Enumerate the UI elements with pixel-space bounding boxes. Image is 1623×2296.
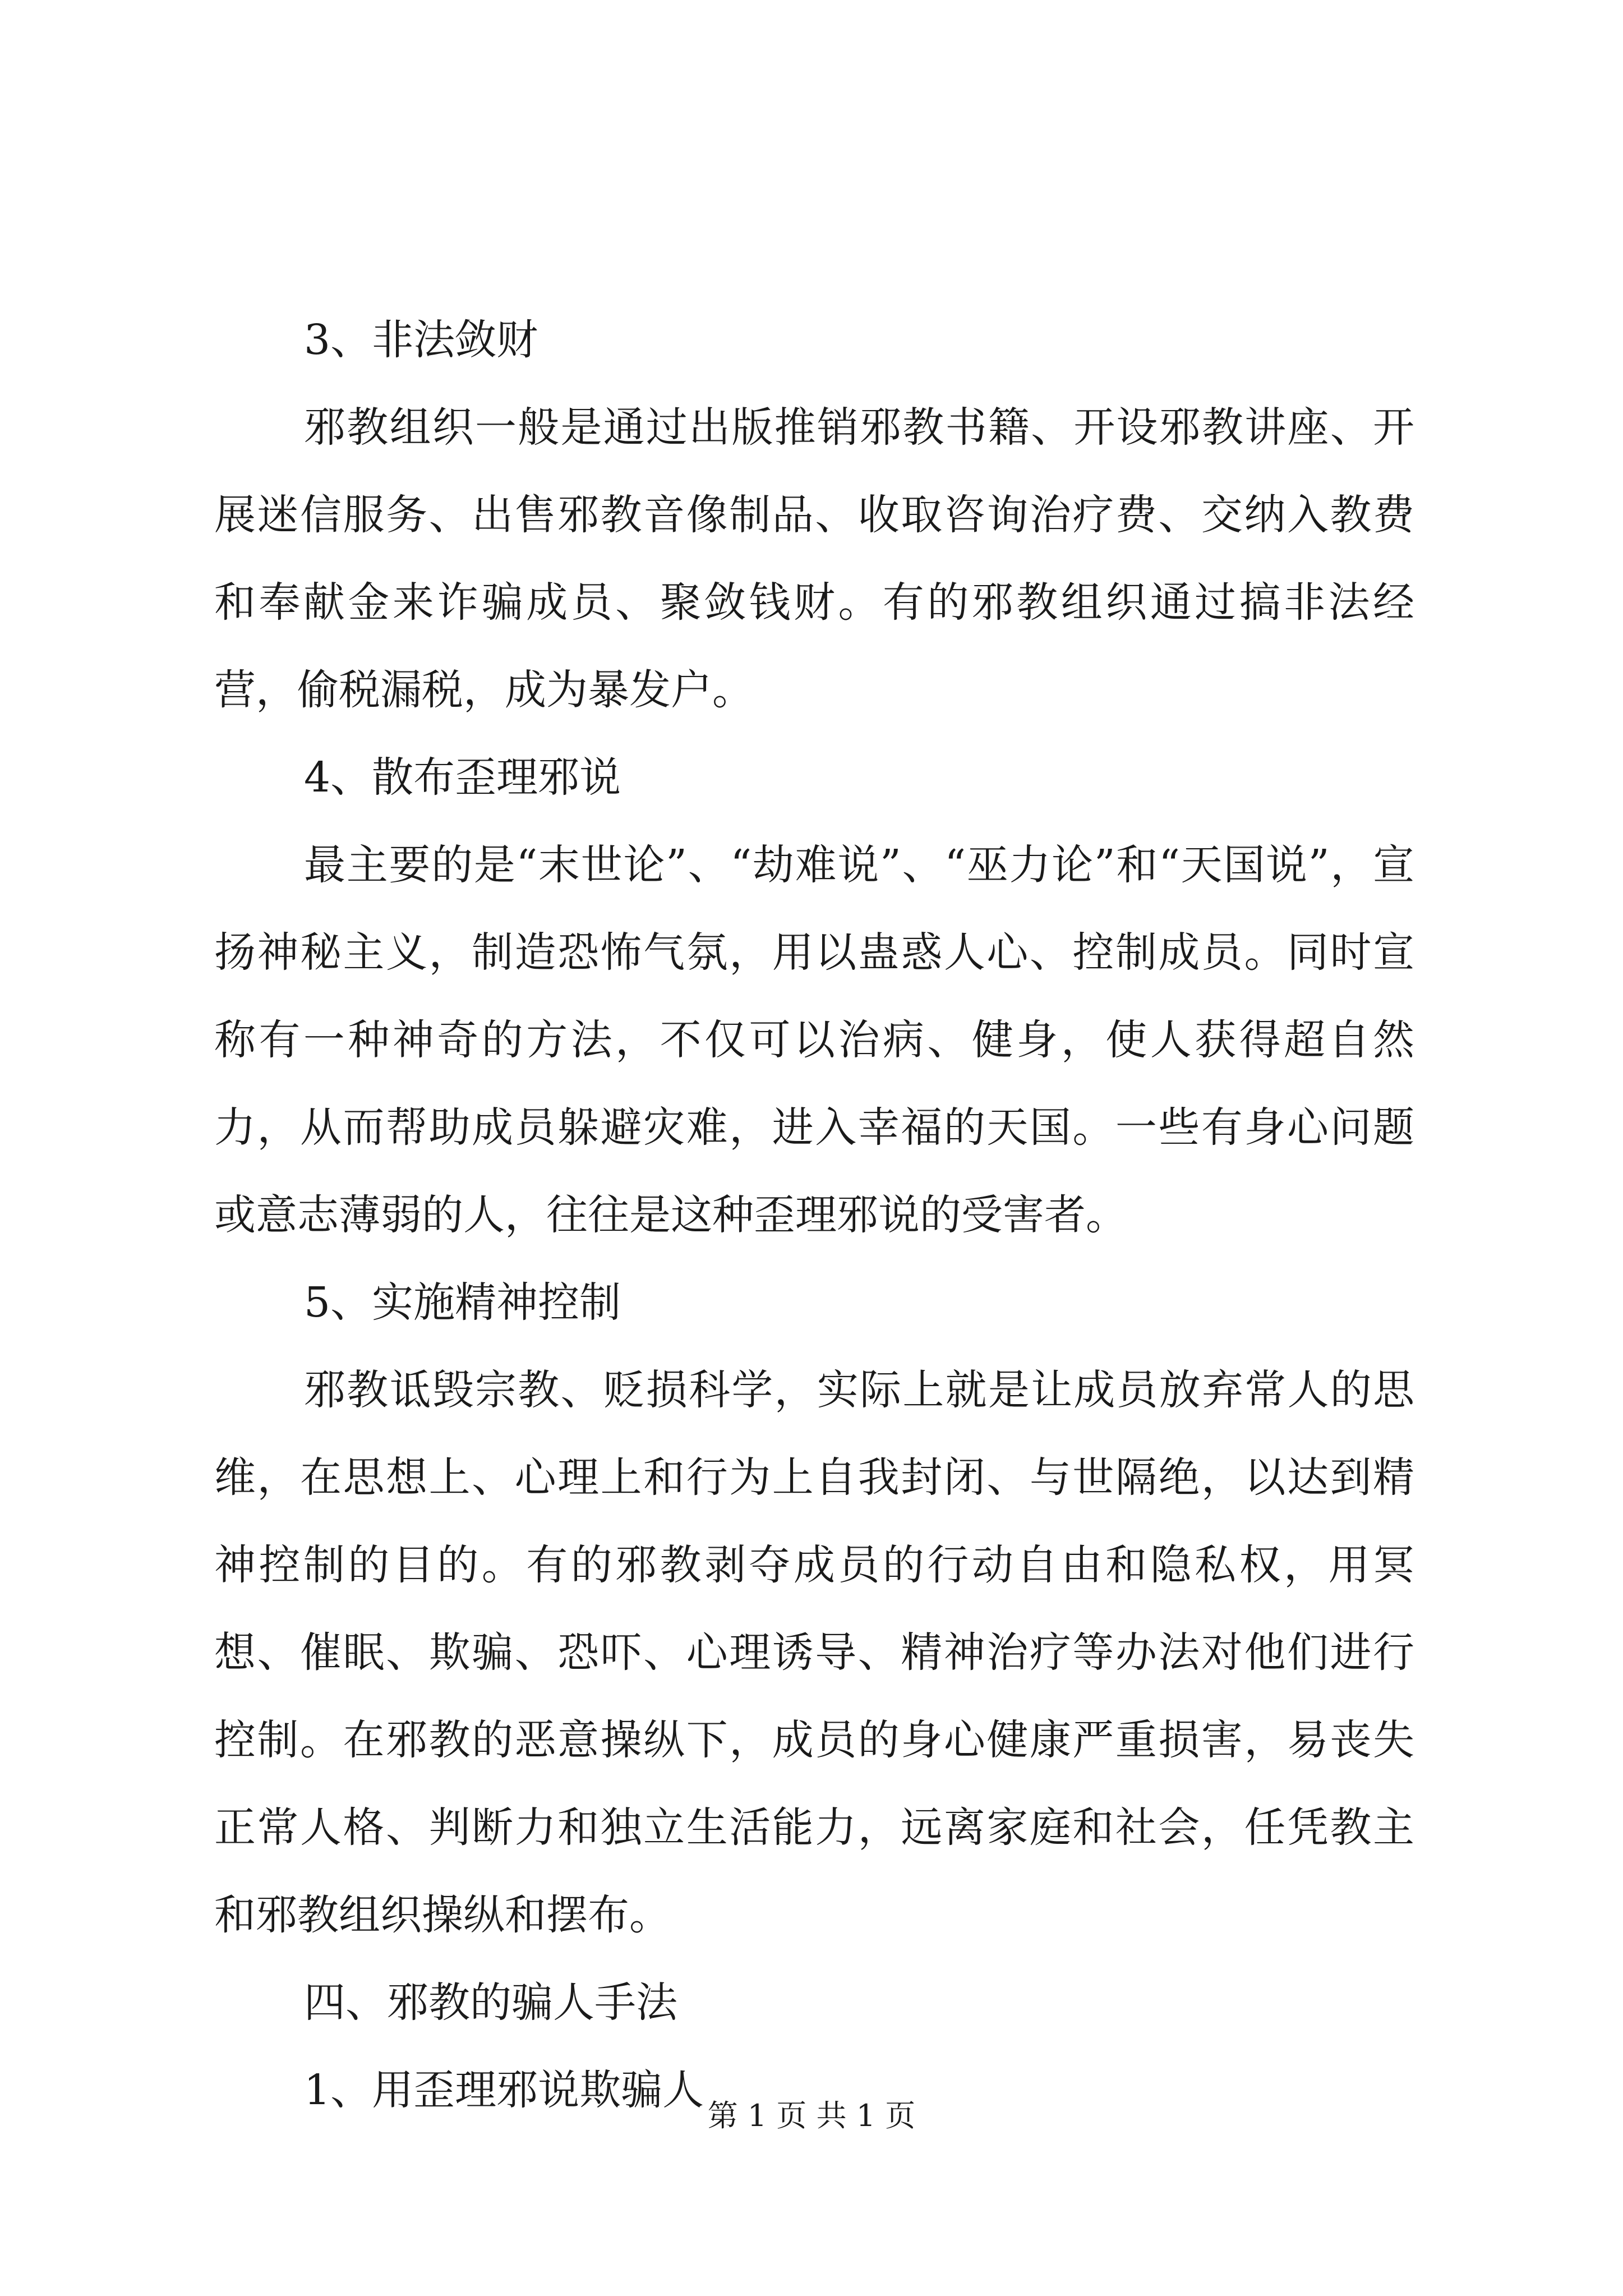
section-heading-mind-control: 5、实施精神控制 — [304, 1278, 621, 1327]
paragraph-spreading-fallacies: 最主要的是“末世论”、“劫难说”、“巫力论”和“天国说”，宣扬神秘主义，制造恐怖气氛，用以蛊惑人心、控制成员。同时宣称有一种神奇的方法，不仅可以治病、健身，使人获得超自然力，从而帮助成员躲避灾难，进入幸福的天国。一些有身心问题或意志薄弱的人，往往是这种歪理邪说的受害者。 — [214, 841, 1414, 1239]
section-heading-spreading-fallacies: 4、散布歪理邪说 — [304, 753, 621, 802]
page-number-label: 第 1 页 共 1 页 — [707, 2098, 916, 2133]
section-heading-illegal-fundraising: 3、非法敛财 — [304, 316, 538, 364]
document-body — [214, 296, 1414, 2134]
section-heading-deceive-with-fallacies: 1、用歪理邪说欺骗人 — [304, 2066, 704, 2114]
paragraph-mind-control: 邪教诋毁宗教、贬损科学，实际上就是让成员放弃常人的思维，在思想上、心理上和行为上自我封闭、与世隔绝，以达到精神控制的目的。有的邪教剥夺成员的行动自由和隐私权，用冥想、催眠、欺骗、恐吓、心理诱导、精神治疗等办法对他们进行控制。在邪教的恶意操纵下，成员的身心健康严重损害，易丧失正常人格、判断力和独立生活能力，远离家庭和社会，任凭教主和邪教组织操纵和摆布。 — [214, 1366, 1414, 1939]
page-footer — [0, 2093, 1623, 2138]
chapter-heading-deception-methods: 四、邪教的骗人手法 — [304, 1978, 677, 2027]
paragraph-illegal-fundraising: 邪教组织一般是通过出版推销邪教书籍、开设邪教讲座、开展迷信服务、出售邪教音像制品、收取咨询治疗费、交纳入教费和奉献金来诈骗成员、聚敛钱财。有的邪教组织通过搞非法经营，偷税漏税，成为暴发户。 — [214, 403, 1414, 714]
